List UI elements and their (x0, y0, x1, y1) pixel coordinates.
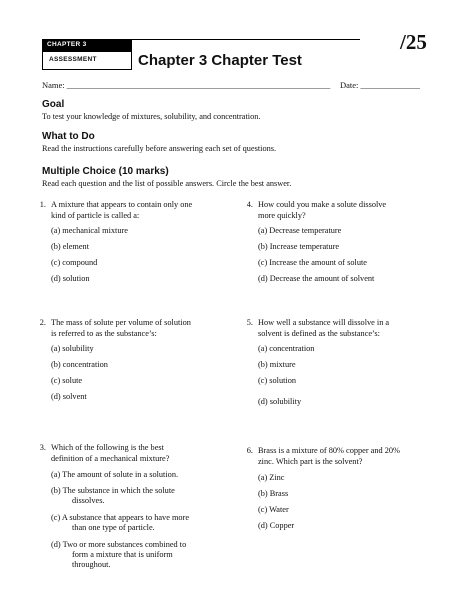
option-b[interactable]: (b) The substance in which the solute (51, 486, 175, 495)
question-text-line: A mixture that appears to contain only one (51, 200, 193, 209)
assessment-tag-text: ASSESSMENT (49, 56, 97, 63)
question-text-line: How well a substance will dissolve in a (258, 318, 390, 327)
goal-text: To test your knowledge of mixtures, solubility, and concentration. (42, 112, 261, 121)
question-number: 2. (39, 318, 46, 327)
option-d-continued[interactable]: form a mixture that is uniform (72, 550, 173, 559)
question-text-line: definition of a mechanical mixture? (51, 453, 170, 463)
option-c-continued[interactable]: than one type of particle. (72, 523, 155, 532)
question-4 (237, 200, 457, 290)
option-d-continued[interactable]: throughout. (72, 560, 111, 569)
option-d[interactable]: (d) solubility (258, 397, 302, 406)
question-text-line: The mass of solute per volume of solution (51, 318, 191, 327)
option-a[interactable]: (a) Zinc (258, 473, 285, 482)
question-number: 5. (246, 318, 253, 327)
question-3 (30, 443, 240, 578)
page-title: Chapter 3 Chapter Test (138, 52, 302, 69)
option-b[interactable]: (b) mixture (258, 360, 296, 369)
option-a[interactable]: (a) Decrease temperature (258, 226, 342, 235)
question-2 (30, 318, 240, 408)
option-c[interactable]: (c) Water (258, 505, 289, 514)
option-a[interactable]: (a) solubility (51, 344, 94, 353)
option-a[interactable]: (a) mechanical mixture (51, 226, 128, 235)
option-c[interactable]: (c) A substance that appears to have more (51, 513, 190, 522)
question-text-line: more quickly? (258, 210, 306, 220)
option-c[interactable]: (c) Increase the amount of solute (258, 258, 367, 267)
question-number: 3. (39, 443, 46, 452)
date-field[interactable]: Date: ______________ (340, 80, 421, 90)
name-field[interactable]: Name: ______________________________________________________________ (42, 80, 331, 90)
header-rule (132, 39, 360, 40)
multiple-choice-text: Read each question and the list of possible answers. Circle the best answer. (42, 179, 292, 188)
option-c[interactable]: (c) solution (258, 376, 297, 385)
question-text-line: zinc. Which part is the solvent? (258, 456, 363, 466)
option-a[interactable]: (a) The amount of solute in a solution. (51, 470, 179, 479)
option-c[interactable]: (c) solute (51, 376, 83, 385)
chapter-tag-text: CHAPTER 3 (47, 41, 87, 48)
option-d[interactable]: (d) Two or more substances combined to (51, 540, 187, 549)
option-c[interactable]: (c) compound (51, 258, 98, 267)
question-1 (30, 200, 240, 290)
multiple-choice-heading: Multiple Choice (10 marks) (42, 166, 169, 177)
question-number: 4. (246, 200, 253, 209)
what-to-do-text: Read the instructions carefully before answering each set of questions. (42, 144, 277, 153)
option-b[interactable]: (b) Brass (258, 489, 289, 498)
question-text-line: solvent is defined as the substance’s: (258, 328, 380, 338)
what-to-do-heading: What to Do (42, 131, 95, 142)
option-a[interactable]: (a) concentration (258, 344, 315, 353)
option-b-continued[interactable]: dissolves. (72, 496, 105, 505)
question-text-line: How could you make a solute dissolve (258, 200, 387, 209)
option-d[interactable]: (d) Copper (258, 521, 295, 530)
option-d[interactable]: (d) Decrease the amount of solvent (258, 274, 375, 283)
option-b[interactable]: (b) element (51, 242, 90, 251)
assessment-tag (42, 52, 132, 70)
chapter-tag (42, 39, 132, 52)
option-d[interactable]: (d) solution (51, 274, 90, 283)
question-number: 6. (246, 446, 253, 455)
question-number: 1. (39, 200, 46, 209)
question-text-line: Which of the following is the best (51, 443, 164, 452)
question-text-line: is referred to as the substance’s: (51, 328, 157, 338)
option-d[interactable]: (d) solvent (51, 392, 87, 401)
score-box: /25 (400, 30, 427, 54)
option-b[interactable]: (b) Increase temperature (258, 242, 340, 251)
option-b[interactable]: (b) concentration (51, 360, 108, 369)
goal-heading: Goal (42, 99, 65, 110)
question-6 (237, 446, 462, 541)
question-text-line: kind of particle is called a: (51, 210, 140, 220)
header-divider (131, 39, 132, 70)
question-5 (237, 318, 457, 418)
question-text-line: Brass is a mixture of 80% copper and 20% (258, 446, 400, 455)
